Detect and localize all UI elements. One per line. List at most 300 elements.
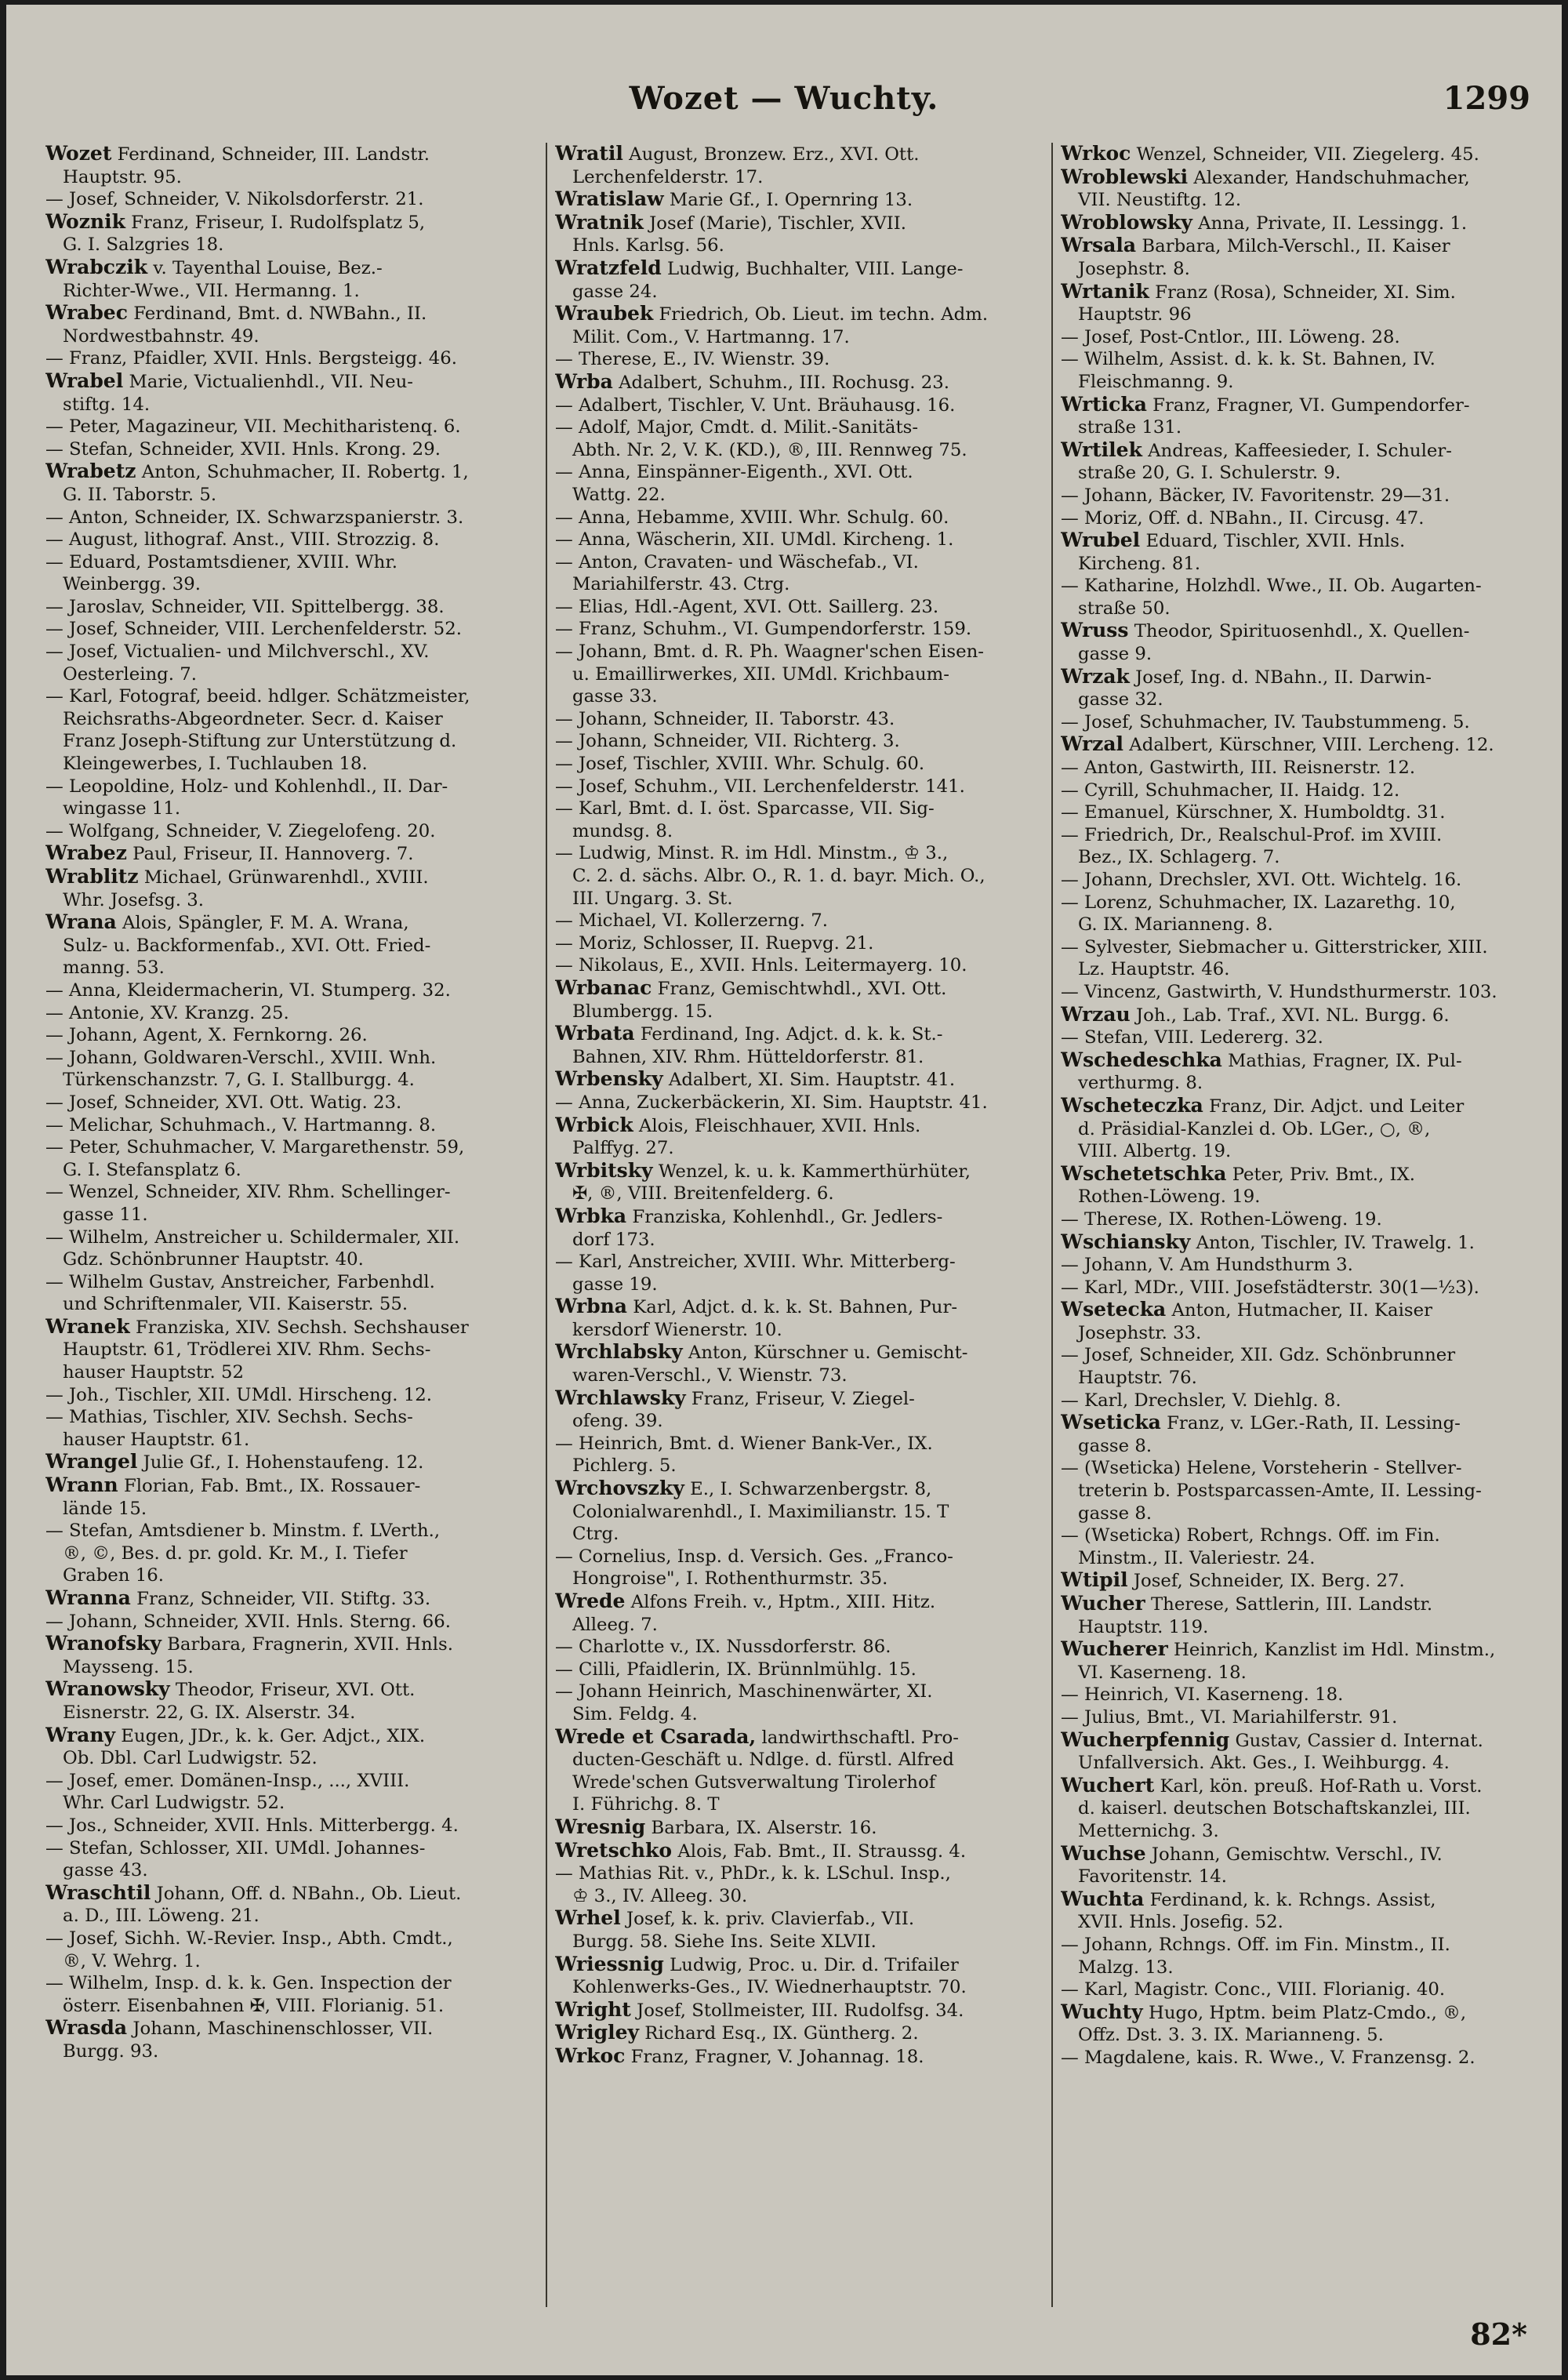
directory-entry-line	[1061, 348, 1531, 371]
entry-details: Burgg. 93.	[63, 2040, 159, 2062]
directory-entry-line	[1061, 303, 1531, 326]
entry-details: VIII. Albertg. 19.	[1078, 1141, 1232, 1162]
entry-details: Johann, Bmt. d. R. Ph. Waagner'schen Eisen-	[579, 641, 984, 663]
repeat-dash: —	[1061, 1458, 1085, 1479]
directory-entry-line	[45, 1293, 539, 1316]
entry-details: Friedrich, Dr., Realschul-Prof. im XVIII.	[1084, 824, 1443, 845]
entry-details: VI. Kaserneng. 18.	[1078, 1662, 1247, 1683]
directory-entry-line	[1061, 416, 1531, 439]
entry-details: landwirthschaftl. Pro-	[761, 1727, 959, 1748]
entry-details: Josef, Schneider, IX. Berg. 27.	[1133, 1571, 1405, 1592]
entry-details: Karl, MDr., VIII. Josefstädterstr. 30(1—½3).	[1084, 1277, 1479, 1298]
directory-entry-line	[555, 188, 1045, 212]
repeat-dash: —	[45, 1092, 70, 1113]
entry-details: Wilhelm, Assist. d. k. k. St. Bahnen, IV.	[1084, 349, 1436, 370]
repeat-dash: —	[45, 1226, 70, 1248]
directory-entry-line	[45, 776, 539, 798]
surname: Wratzfeld	[555, 256, 662, 279]
directory-entry-line	[1061, 1797, 1531, 1820]
repeat-dash: —	[1061, 779, 1085, 801]
directory-entry-line	[1061, 462, 1531, 485]
entry-details: Therese, Sattlerin, III. Landstr.	[1150, 1594, 1433, 1615]
repeat-dash: —	[45, 1182, 70, 1203]
entry-details: ®, V. Wehrg. 1.	[63, 1950, 201, 1971]
surname: Wseticka	[1061, 1412, 1161, 1434]
surname: Wroblewski	[1061, 165, 1189, 188]
entry-details: wingasse 11.	[63, 798, 181, 819]
directory-entry-line	[1061, 1049, 1531, 1073]
directory-entry-line	[555, 1433, 1045, 1455]
entry-details: Marie Gf., I. Opernring 13.	[669, 190, 913, 211]
surname: Wrbna	[555, 1295, 627, 1318]
directory-entry-line	[45, 1882, 539, 1906]
directory-entry-line	[1061, 1004, 1531, 1027]
directory-entry-line	[1061, 1118, 1531, 1141]
entry-details: Mathias, Tischler, XIV. Sechsh. Sechs-	[69, 1407, 413, 1428]
surname: Wucherpfennig	[1061, 1728, 1230, 1751]
entry-details: verthurmg. 8.	[1078, 1073, 1203, 1094]
directory-entry-line	[1061, 1888, 1531, 1912]
repeat-dash: —	[555, 1433, 579, 1454]
entry-details: Fleischmanng. 9.	[1078, 371, 1234, 392]
entry-details: stiftg. 14.	[63, 394, 151, 415]
directory-entry-line	[1061, 1163, 1531, 1186]
directory-entry-line	[1061, 1569, 1531, 1593]
entry-details: Hauptstr. 119.	[1078, 1616, 1209, 1637]
entry-details: G. I. Stefansplatz 6.	[63, 1159, 241, 1180]
entry-details: Weinbergg. 39.	[63, 574, 201, 595]
directory-entry-line	[1061, 439, 1531, 463]
entry-details: Franz, Dir. Adjct. und Leiter	[1209, 1096, 1465, 1117]
repeat-dash: —	[1061, 1684, 1085, 1706]
entry-details: und Schriftenmaler, VII. Kaiserstr. 55.	[63, 1294, 408, 1315]
entry-details: waren-Verschl., V. Wienstr. 73.	[572, 1365, 848, 1386]
entry-details: v. Tayenthal Louise, Bez.-	[153, 257, 383, 278]
surname: Wrbka	[555, 1205, 627, 1227]
directory-entry-line	[555, 708, 1045, 731]
repeat-dash: —	[555, 776, 579, 797]
directory-entry-line	[45, 1995, 539, 2018]
surname: Wretschko	[555, 1839, 673, 1862]
directory-entry-line	[1061, 2024, 1531, 2047]
directory-entry-line	[555, 2022, 1045, 2045]
directory-entry-line	[1061, 394, 1531, 417]
entry-details: straße 20, G. I. Schulerstr. 9.	[1078, 463, 1341, 484]
entry-details: Moriz, Off. d. NBahn., II. Circusg. 47.	[1084, 507, 1425, 529]
repeat-dash: —	[555, 551, 579, 572]
directory-entry-line	[555, 730, 1045, 753]
surname: Wsetecka	[1061, 1299, 1167, 1321]
directory-entry-line	[555, 2045, 1045, 2069]
surname: Wratislaw	[555, 188, 664, 211]
repeat-dash: —	[45, 1973, 70, 1994]
entry-details: Andreas, Kaffeesieder, I. Schuler-	[1148, 440, 1452, 461]
directory-entry-line	[45, 753, 539, 776]
directory-entry-line	[45, 1092, 539, 1114]
directory-entry-line	[1061, 529, 1531, 553]
repeat-dash: —	[45, 820, 70, 841]
directory-entry-line	[45, 507, 539, 529]
surname: Wrana	[45, 911, 117, 934]
entry-details: I. Führichg. 8. T	[572, 1794, 720, 1815]
directory-entry-line	[1061, 1208, 1531, 1231]
directory-entry-line	[555, 1953, 1045, 1977]
directory-entry-line	[45, 529, 539, 551]
repeat-dash: —	[555, 507, 579, 528]
surname: Wuchta	[1061, 1888, 1145, 1910]
repeat-dash: —	[45, 1837, 70, 1859]
directory-entry-line	[45, 302, 539, 325]
entry-details: Moriz, Schlosser, II. Ruepvg. 21.	[579, 932, 874, 954]
directory-entry-line	[555, 888, 1045, 910]
repeat-dash: —	[555, 910, 579, 932]
directory-entry-line	[1061, 553, 1531, 576]
entry-details: hauser Hauptstr. 61.	[63, 1429, 250, 1450]
entry-details: Maysseng. 15.	[63, 1656, 194, 1677]
directory-entry-line	[1061, 1616, 1531, 1639]
entry-details: Pichlerg. 5.	[572, 1455, 677, 1477]
directory-entry-line	[1061, 1026, 1531, 1049]
entry-details: Abth. Nr. 2, V. K. (KD.), ®, III. Rennweg 75.	[572, 439, 967, 460]
entry-details: Josephstr. 33.	[1078, 1322, 1202, 1343]
surname: Wrangel	[45, 1451, 138, 1473]
repeat-dash: —	[1061, 1027, 1085, 1048]
entry-details: Adalbert, Kürschner, VIII. Lercheng. 12.	[1129, 735, 1494, 756]
entry-details: Johann Heinrich, Maschinenwärter, XI.	[579, 1681, 933, 1702]
repeat-dash: —	[1061, 824, 1085, 845]
entry-details: Richter-Wwe., VII. Hermanng. 1.	[63, 280, 360, 301]
surname: Wratnik	[555, 211, 644, 234]
directory-entry-line	[555, 461, 1045, 484]
entry-details: Johann, Drechsler, XVI. Ott. Wichtelg. 16.	[1084, 870, 1462, 890]
surname: Wrablitz	[45, 866, 139, 888]
entry-details: Johann, Off. d. NBahn., Ob. Lieut.	[156, 1883, 462, 1904]
directory-entry-line	[555, 1001, 1045, 1023]
entry-details: Unfallversich. Akt. Ges., I. Weihburgg. 4.	[1078, 1753, 1450, 1774]
repeat-dash: —	[45, 1114, 70, 1135]
repeat-dash: —	[555, 1546, 579, 1567]
directory-entry-line	[555, 1410, 1045, 1433]
directory-entry-line	[555, 1183, 1045, 1205]
directory-entry-line	[1061, 643, 1531, 666]
entry-details: Cyrill, Schuhmacher, II. Haidg. 12.	[1084, 779, 1400, 801]
directory-entry-line	[555, 1816, 1045, 1840]
entry-details: Eduard, Postamtsdiener, XVIII. Whr.	[69, 551, 397, 572]
directory-entry-line	[45, 1047, 539, 1070]
entry-details: Johann, Gemischtw. Verschl., IV.	[1151, 1844, 1443, 1865]
directory-entry-line	[45, 188, 539, 211]
directory-entry-line	[45, 280, 539, 303]
directory-entry-line	[555, 1976, 1045, 1999]
entry-details: Hongroise", I. Rothenthurmstr. 35.	[572, 1568, 888, 1590]
entry-details: Wattg. 22.	[572, 484, 666, 505]
directory-entry-line	[1061, 507, 1531, 530]
entry-details: Josef, Schneider, V. Nikolsdorferstr. 21.	[69, 189, 424, 210]
entry-details: Theodor, Friseur, XVI. Ott.	[175, 1680, 416, 1701]
directory-entry-line	[1061, 2001, 1531, 2025]
entry-details: Franz, Friseur, V. Ziegel-	[691, 1388, 915, 1409]
directory-entry-line	[45, 1611, 539, 1633]
entry-details: Cornelius, Insp. d. Versich. Ges. „Franco-	[579, 1546, 953, 1567]
entry-details: Josef, Schuhm., VII. Lerchenfelderstr. 141.	[579, 776, 965, 797]
surname: Wrbata	[555, 1023, 635, 1045]
directory-entry-line	[45, 1226, 539, 1249]
repeat-dash: —	[45, 1928, 70, 1949]
directory-entry-line	[1061, 824, 1531, 847]
entry-details: treterin b. Postsparcassen-Amte, II. Lessing-	[1078, 1481, 1482, 1502]
entry-details: Whr. Carl Ludwigstr. 52.	[63, 1793, 285, 1814]
entry-details: Karl, Bmt. d. I. öst. Sparcasse, VII. Sig-	[579, 798, 935, 819]
directory-entry-line	[1061, 1820, 1531, 1843]
entry-details: gasse 32.	[1078, 689, 1163, 710]
directory-entry-line	[555, 143, 1045, 166]
page-header	[6, 77, 1562, 132]
entry-details: Anton, Gastwirth, III. Reisnerstr. 12.	[1084, 758, 1416, 779]
directory-entry-line	[555, 371, 1045, 394]
directory-entry-line	[1061, 1435, 1531, 1458]
directory-entry-line	[45, 1747, 539, 1770]
entry-details: III. Ungarg. 3. St.	[572, 888, 733, 909]
entry-details: Josef, Schneider, VIII. Lerchenfelderstr. 52.	[69, 619, 463, 640]
directory-entry-line	[555, 507, 1045, 529]
entry-details: Josef, Schuhmacher, IV. Taubstummeng. 5.	[1084, 711, 1470, 732]
directory-entry-line	[45, 1678, 539, 1702]
entry-details: Emanuel, Kürschner, X. Humboldtg. 31.	[1084, 802, 1446, 823]
repeat-dash: —	[1061, 711, 1085, 732]
entry-details: Josef, Sichh. W.-Revier. Insp., Abth. Cmdt.,	[69, 1928, 453, 1949]
directory-entry-line	[45, 957, 539, 979]
directory-column-3	[1061, 143, 1531, 2338]
entry-details: straße 50.	[1078, 598, 1171, 619]
directory-entry-line	[1061, 166, 1531, 190]
repeat-dash: —	[555, 754, 579, 775]
directory-entry-line	[45, 1136, 539, 1159]
entry-details: Barbara, Fragnerin, XVII. Hnls.	[167, 1634, 453, 1655]
directory-entry-line	[45, 1498, 539, 1521]
directory-entry-line	[45, 641, 539, 663]
surname: Wrabec	[45, 302, 128, 325]
column-divider	[546, 143, 547, 2307]
surname: Wriessnig	[555, 1953, 664, 1975]
directory-entry-line	[555, 1205, 1045, 1229]
surname: Wschetetschka	[1061, 1162, 1227, 1185]
entry-details: Magdalene, kais. R. Wwe., V. Franzensg. 2.	[1084, 2047, 1475, 2068]
entry-details: Anna, Zuckerbäckerin, XI. Sim. Hauptstr. 41.	[579, 1092, 988, 1113]
repeat-dash: —	[555, 417, 579, 438]
entry-details: Rothen-Löweng. 19.	[1078, 1186, 1261, 1208]
entry-details: Anton, Kürschner u. Gemischt-	[688, 1343, 968, 1364]
surname: Wrubel	[1061, 529, 1141, 552]
entry-details: Hauptstr. 61, Trödlerei XIV. Rhm. Sechs-	[63, 1339, 431, 1361]
directory-entry-line	[555, 1840, 1045, 1863]
repeat-dash: —	[45, 1770, 70, 1791]
entry-details: G. IX. Marianneng. 8.	[1078, 914, 1273, 936]
directory-entry-line	[45, 1204, 539, 1226]
repeat-dash: —	[1061, 349, 1085, 370]
entry-details: August, lithograf. Anst., VIII. Strozzig. 8.	[69, 529, 440, 550]
entry-details: Milit. Com., V. Hartmanng. 17.	[572, 326, 850, 347]
repeat-dash: —	[555, 1659, 579, 1680]
directory-entry-line	[45, 1702, 539, 1724]
entry-details: Wenzel, Schneider, VII. Ziegelerg. 45.	[1136, 144, 1479, 165]
repeat-dash: —	[555, 641, 579, 663]
repeat-dash: —	[1061, 802, 1085, 823]
repeat-dash: —	[45, 551, 70, 572]
directory-entry-line	[45, 1837, 539, 1860]
repeat-dash: —	[45, 619, 70, 640]
entry-details: Palffyg. 27.	[572, 1138, 674, 1159]
directory-entry-line	[1061, 2047, 1531, 2069]
printer-signature-mark: 82*	[1470, 2316, 1527, 2352]
directory-entry-line	[45, 460, 539, 484]
directory-entry-line	[1061, 1480, 1531, 1502]
entry-details: gasse 8.	[1078, 1435, 1152, 1456]
repeat-dash: —	[1061, 1390, 1085, 1411]
entry-details: VII. Neustiftg. 12.	[1078, 190, 1242, 211]
directory-entry-line	[555, 1114, 1045, 1138]
entry-details: Alexander, Handschuhmacher,	[1193, 167, 1470, 188]
repeat-dash: —	[555, 798, 579, 819]
directory-entry-line	[1061, 1095, 1531, 1118]
entry-details: Graben 16.	[63, 1565, 164, 1586]
directory-entry-line	[555, 641, 1045, 663]
entry-details: Anna, Hebamme, XVIII. Whr. Schulg. 60.	[579, 507, 949, 528]
surname: Wrbanac	[555, 976, 652, 999]
entry-details: ✠, ®, VIII. Breitenfelderg. 6.	[572, 1183, 834, 1205]
entry-details: Wilhelm, Insp. d. k. k. Gen. Inspection der	[69, 1973, 452, 1994]
surname: Wrann	[45, 1474, 118, 1497]
directory-entry-line	[1061, 1140, 1531, 1163]
entry-details: Peter, Priv. Bmt., IX.	[1232, 1164, 1415, 1185]
repeat-dash: —	[45, 507, 70, 528]
entry-details: Johann, Agent, X. Fernkorng. 26.	[69, 1025, 368, 1046]
entry-details: Stefan, Amtsdiener b. Minstm. f. LVerth.,	[69, 1521, 441, 1542]
entry-details: Johann, Rchngs. Off. im Fin. Minstm., II.	[1084, 1934, 1450, 1955]
directory-entry-line	[555, 842, 1045, 865]
directory-entry-line	[1061, 371, 1531, 394]
directory-entry-line	[45, 1950, 539, 1973]
directory-entry-line	[555, 529, 1045, 551]
entry-details: Eugen, JDr., k. k. Ger. Adjct., XIX.	[121, 1725, 426, 1746]
entry-details: Wolfgang, Schneider, V. Ziegelofeng. 20.	[69, 820, 436, 841]
column-divider	[1051, 143, 1053, 2307]
surname: Wrede et Csarada,	[555, 1725, 757, 1748]
directory-entry-line	[555, 1771, 1045, 1794]
repeat-dash: —	[1061, 1706, 1085, 1728]
directory-entry-line	[45, 416, 539, 438]
directory-entry-line	[45, 1770, 539, 1793]
repeat-dash: —	[45, 596, 70, 617]
repeat-dash: —	[1061, 1345, 1085, 1366]
directory-entry-line	[555, 977, 1045, 1001]
directory-entry-line	[45, 842, 539, 866]
directory-entry-line	[555, 1387, 1045, 1411]
directory-entry-line	[555, 257, 1045, 281]
repeat-dash: —	[45, 1025, 70, 1046]
directory-entry-line	[1061, 1367, 1531, 1390]
entry-details: Burgg. 58. Siehe Ins. Seite XLVII.	[572, 1931, 877, 1952]
entry-details: gasse 11.	[63, 1204, 148, 1225]
directory-entry-line	[555, 1455, 1045, 1477]
directory-entry-line	[1061, 1752, 1531, 1775]
directory-entry-line	[45, 1972, 539, 1995]
surname: Woznik	[45, 210, 125, 233]
surname: Wranowsky	[45, 1678, 170, 1701]
directory-page	[6, 5, 1562, 2375]
directory-column-2	[555, 143, 1045, 2338]
directory-entry-line	[1061, 666, 1531, 689]
entry-details: Anton, Tischler, IV. Trawelg. 1.	[1196, 1232, 1475, 1253]
directory-entry-line	[45, 1451, 539, 1474]
directory-entry-line	[1061, 1524, 1531, 1547]
entry-details: Metternichg. 3.	[1078, 1820, 1219, 1841]
entry-details: Franziska, XIV. Sechsh. Sechshauser	[135, 1317, 469, 1338]
entry-details: Adalbert, Schuhm., III. Rochusg. 23.	[619, 372, 949, 393]
directory-entry-line	[1061, 1254, 1531, 1277]
directory-entry-line	[1061, 598, 1531, 620]
directory-entry-line	[45, 1474, 539, 1498]
repeat-dash: —	[45, 1047, 70, 1068]
entry-details: gasse 33.	[572, 686, 658, 707]
entry-details: Johann, Schneider, XVII. Hnls. Sterng. 66.	[69, 1611, 451, 1632]
repeat-dash: —	[45, 189, 70, 210]
directory-entry-line	[45, 256, 539, 280]
directory-entry-line	[555, 416, 1045, 439]
directory-entry-line	[45, 820, 539, 843]
entry-details: gasse 8.	[1078, 1502, 1152, 1524]
entry-details: Therese, IX. Rothen-Löweng. 19.	[1084, 1208, 1382, 1230]
entry-details: Gdz. Schönbrunner Hauptstr. 40.	[63, 1249, 364, 1270]
entry-details: ®, ©, Bes. d. pr. gold. Kr. M., I. Tiefer	[63, 1542, 408, 1564]
surname: Wuchse	[1061, 1842, 1146, 1865]
repeat-dash: —	[555, 462, 579, 483]
entry-details: Hauptstr. 95.	[63, 166, 182, 187]
directory-entry-line	[1061, 1729, 1531, 1753]
directory-entry-line	[555, 1137, 1045, 1160]
surname: Wratil	[555, 143, 623, 165]
entry-details: Karl, Fotograf, beeid. hdlger. Schätzmeister,	[69, 686, 470, 707]
entry-details: Anton, Cravaten- und Wäschefab., VI.	[579, 551, 919, 572]
page-title: Wozet — Wuchty.	[629, 80, 939, 117]
repeat-dash: —	[45, 438, 70, 460]
entry-details: Lorenz, Schuhmacher, IX. Lazarethg. 10,	[1084, 892, 1456, 913]
entry-details: Therese, E., IV. Wienstr. 39.	[579, 349, 830, 370]
directory-entry-line	[1061, 801, 1531, 824]
surname: Wranofsky	[45, 1633, 162, 1655]
directory-entry-line	[555, 1364, 1045, 1387]
directory-entry-line	[555, 596, 1045, 619]
entry-details: gasse 9.	[1078, 644, 1152, 665]
repeat-dash: —	[45, 1611, 70, 1632]
directory-entry-line	[45, 1181, 539, 1204]
directory-entry-line	[45, 1520, 539, 1542]
directory-entry-line	[1061, 958, 1531, 981]
entry-details: Josef, Schneider, XVI. Ott. Watig. 23.	[69, 1092, 402, 1113]
directory-entry-line	[555, 1907, 1045, 1931]
entry-details: Josef, Schneider, XII. Gdz. Schönbrunner	[1084, 1345, 1456, 1366]
entry-details: gasse 24.	[572, 281, 658, 302]
repeat-dash: —	[555, 529, 579, 550]
entry-details: Alleeg. 7.	[572, 1614, 658, 1635]
entry-details: Katharine, Holzhdl. Wwe., II. Ob. Augarten-	[1084, 576, 1482, 597]
entry-details: Josef, Stollmeister, III. Rudolfsg. 34.	[637, 2000, 964, 2021]
entry-details: hauser Hauptstr. 52	[63, 1362, 244, 1383]
entry-details: Blumbergg. 15.	[572, 1001, 713, 1022]
repeat-dash: —	[1061, 870, 1085, 890]
directory-entry-line	[45, 551, 539, 574]
entry-details: Franz, v. LGer.-Rath, II. Lessing-	[1167, 1413, 1461, 1434]
entry-details: August, Bronzew. Erz., XVI. Ott.	[629, 144, 920, 165]
